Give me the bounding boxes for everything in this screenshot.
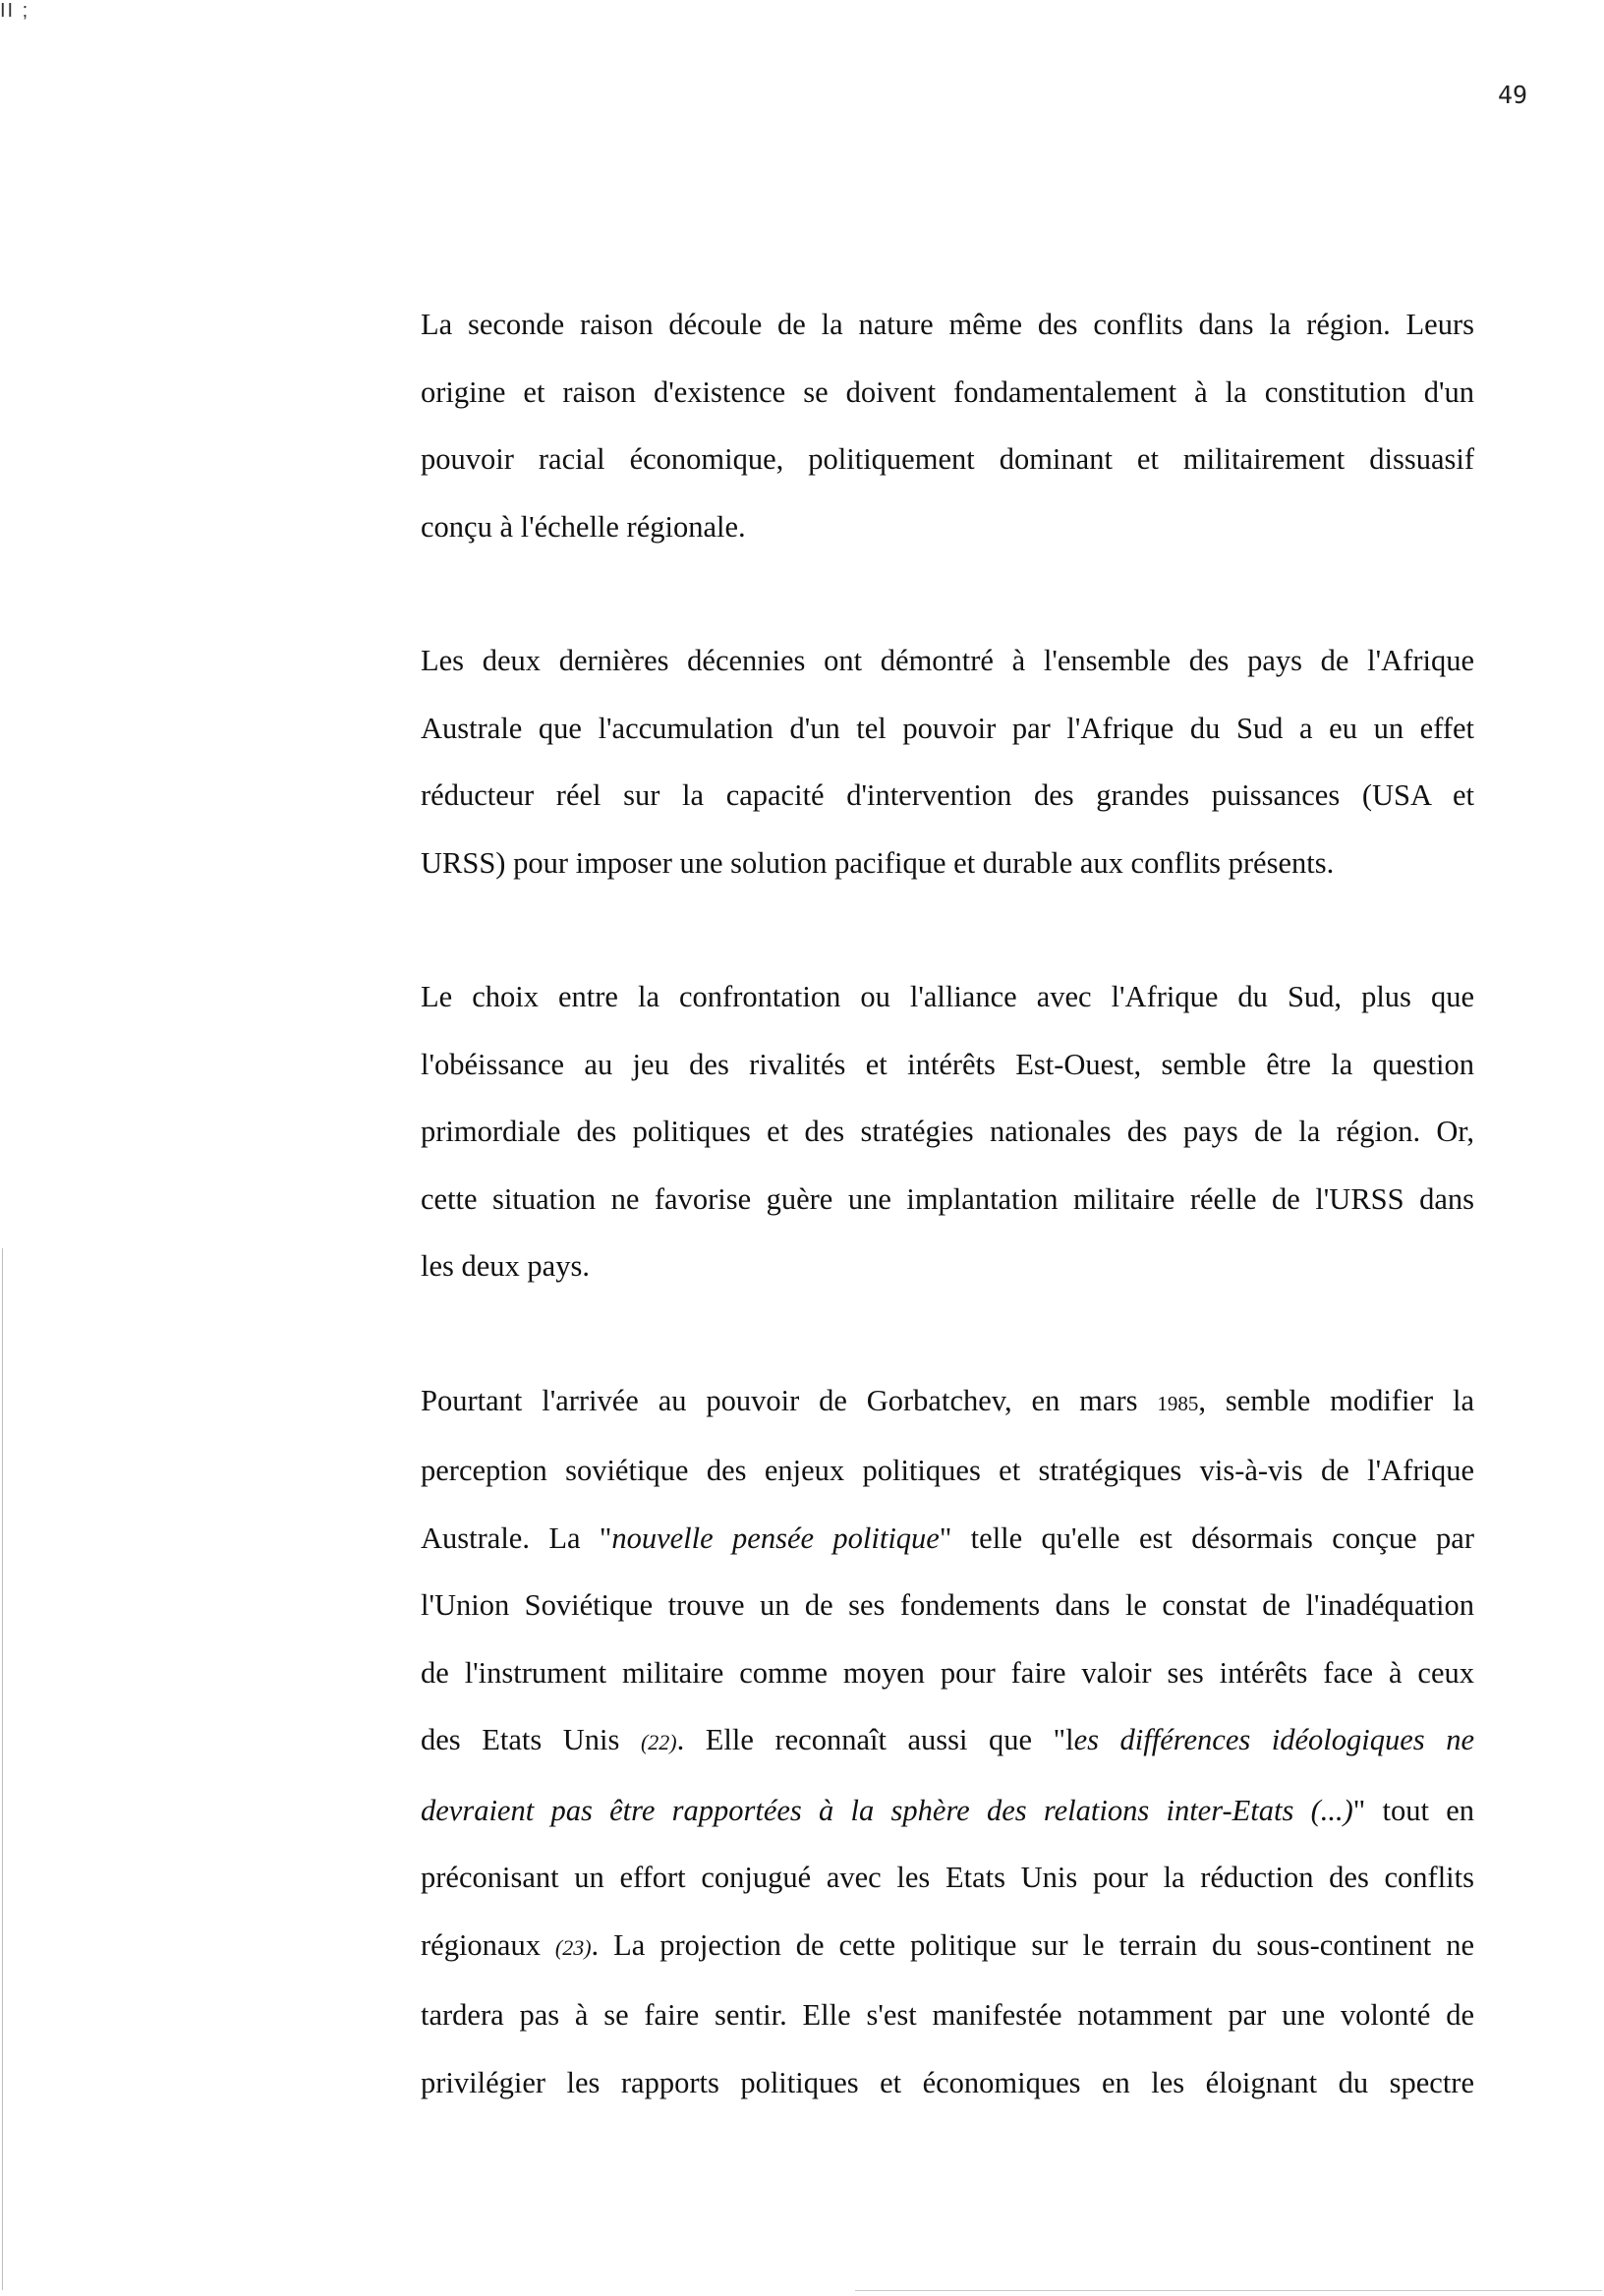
page-corner-mark: II ; (0, 0, 30, 22)
year-1985: 1985 (1157, 1391, 1199, 1415)
text-line (421, 1912, 1474, 1982)
text-line: l'Union Soviétique trouve un de ses fondements dans le constat de l'inadéquation (421, 1588, 1474, 1622)
text-line: La seconde raison découle de la nature même des conflits dans la région. Leurs (421, 308, 1474, 341)
footnote-ref-23: (23) (554, 1934, 592, 1960)
paragraph-1 (421, 291, 1474, 560)
text-run: . Elle reconnaît aussi que "l (676, 1723, 1074, 1756)
paragraph-4 (421, 1367, 1474, 2117)
text-line: l'obéissance au jeu des rivalités et intérêts Est-Ouest, semble être la question (421, 1047, 1474, 1081)
body-text (421, 291, 1474, 2183)
italic-quote: devraient pas être rapportées à la sphère des relations inter-Etats (...) (421, 1793, 1353, 1827)
text-line: primordiale des politiques et des stratégies nationales des pays de la région. Or, (421, 1115, 1474, 1148)
text-line (421, 1367, 1474, 1438)
italic-quote: nouvelle pensée politique (611, 1521, 940, 1555)
text-run: " telle qu'elle est désormais conçue par (939, 1521, 1474, 1555)
text-line: tardera pas à se faire sentir. Elle s'est manifestée notamment par une volonté de (421, 1998, 1474, 2032)
italic-quote: es différences idéologiques ne (1073, 1723, 1474, 1756)
text-line: URSS) pour imposer une solution pacifique et durable aux conflits présents. (421, 845, 1335, 880)
text-run: . La projection de cette politique sur le terrain du sous-continent ne (591, 1927, 1474, 1962)
text-run: , semble modifier la (1198, 1383, 1474, 1417)
text-line (421, 1505, 1474, 1573)
text-line: privilégier les rapports politiques et économiques en les éloignant du spectre (421, 2065, 1474, 2099)
paragraph-2 (421, 627, 1474, 896)
text-run: Australe. La " (421, 1521, 612, 1555)
text-line (421, 1777, 1474, 1845)
page-number: 49 (1498, 81, 1528, 109)
text-line: préconisant un effort conjugué avec les Etats Unis pour la réduction des conflits (421, 1861, 1474, 1894)
footnote-ref-22: (22) (640, 1730, 677, 1754)
text-line (421, 1706, 1474, 1777)
text-line: pouvoir racial économique, politiquement dominant et militairement dissuasif (421, 442, 1474, 476)
text-line: Australe que l'accumulation d'un tel pouvoir par l'Afrique du Sud a eu un effet (421, 711, 1474, 745)
text-line: les deux pays. (421, 1249, 590, 1283)
text-line: réducteur réel sur la capacité d'intervention des grandes puissances (USA et (421, 778, 1474, 812)
text-line: conçu à l'échelle régionale. (421, 509, 746, 544)
text-run: Pourtant l'arrivée au pouvoir de Gorbatchev, en mars (421, 1383, 1158, 1417)
text-run: régionaux (421, 1927, 555, 1962)
text-line: Le choix entre la confrontation ou l'alliance avec l'Afrique du Sud, plus que (421, 980, 1474, 1013)
scan-edge-line (2, 1248, 3, 2290)
text-line: de l'instrument militaire comme moyen pour faire valoir ses intérêts face à ceux (421, 1655, 1474, 1690)
text-line: cette situation ne favorise guère une implantation militaire réelle de l'URSS dans (421, 1181, 1474, 1216)
text-line: origine et raison d'existence se doivent fondamentalement à la constitution d'un (421, 374, 1474, 409)
scan-bottom-line (855, 2290, 1602, 2291)
text-line: Les deux dernières décennies ont démontré à l'ensemble des pays de l'Afrique (421, 644, 1474, 677)
paragraph-3 (421, 963, 1474, 1300)
text-line: perception soviétique des enjeux politiques et stratégiques vis-à-vis de l'Afrique (421, 1454, 1474, 1487)
text-run: " tout en (1352, 1793, 1474, 1827)
text-run: des Etats Unis (421, 1723, 641, 1756)
